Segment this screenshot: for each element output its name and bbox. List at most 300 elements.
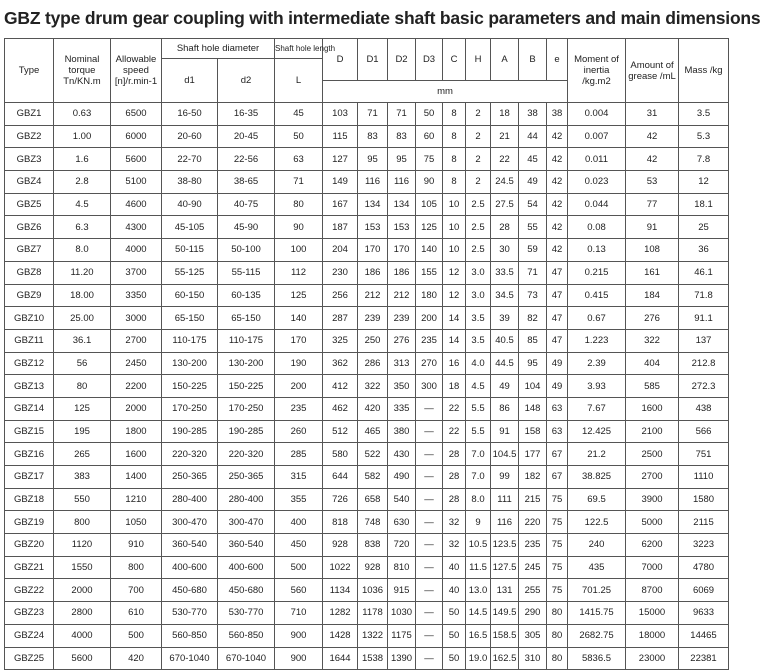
table-cell: 50-115	[162, 239, 218, 262]
table-cell: 24.5	[491, 171, 519, 194]
table-cell: 45-90	[218, 216, 275, 239]
table-cell: 8.0	[466, 488, 491, 511]
table-cell: 550	[54, 488, 111, 511]
table-cell: 1800	[111, 420, 162, 443]
table-cell: 12	[679, 171, 729, 194]
table-cell: 18.1	[679, 193, 729, 216]
table-cell: 0.13	[568, 239, 626, 262]
table-cell: 50-100	[218, 239, 275, 262]
table-cell: 63	[275, 148, 323, 171]
table-cell: 1.00	[54, 125, 111, 148]
table-cell: 50	[443, 624, 466, 647]
table-cell: 149	[323, 171, 358, 194]
table-cell: 12	[443, 284, 466, 307]
table-cell: 2	[466, 125, 491, 148]
table-cell: 21	[491, 125, 519, 148]
table-cell: 2115	[679, 511, 729, 534]
table-cell: 335	[388, 397, 416, 420]
table-cell: 240	[568, 534, 626, 557]
table-cell: 55-115	[218, 261, 275, 284]
table-row	[5, 125, 729, 148]
table-cell: 465	[358, 420, 388, 443]
page-title: GBZ type drum gear coupling with intermediate shaft basic parameters and main dimensions	[4, 8, 760, 28]
table-cell: —	[416, 579, 443, 602]
table-cell: 5.3	[679, 125, 729, 148]
table-cell: GBZ9	[5, 284, 54, 307]
table-cell: 280-400	[162, 488, 218, 511]
table-body	[5, 103, 729, 670]
table-cell: 99	[491, 466, 519, 489]
table-cell: 360-540	[162, 534, 218, 557]
table-cell: 0.215	[568, 261, 626, 284]
table-cell: 28	[443, 466, 466, 489]
table-cell: 44	[519, 125, 547, 148]
table-cell: 5.5	[466, 420, 491, 443]
table-cell: 2000	[111, 397, 162, 420]
table-cell: 2700	[626, 466, 679, 489]
table-cell: GBZ10	[5, 307, 54, 330]
table-cell: 65-150	[218, 307, 275, 330]
table-cell: 404	[626, 352, 679, 375]
table-cell: 7000	[626, 556, 679, 579]
table-cell: 200	[275, 375, 323, 398]
table-cell: 8	[443, 125, 466, 148]
table-cell: 220-320	[218, 443, 275, 466]
table-cell: 36	[679, 239, 729, 262]
table-cell: 1322	[358, 624, 388, 647]
table-cell: 104.5	[491, 443, 519, 466]
table-row	[5, 171, 729, 194]
table-cell: 42	[626, 125, 679, 148]
col-d1: d1	[162, 59, 218, 103]
table-cell: 10.5	[466, 534, 491, 557]
table-cell: 27.5	[491, 193, 519, 216]
table-cell: 1400	[111, 466, 162, 489]
table-cell: 195	[54, 420, 111, 443]
table-cell: 56	[54, 352, 111, 375]
table-row	[5, 397, 729, 420]
table-cell: 235	[275, 397, 323, 420]
col-D1: D1	[358, 39, 388, 81]
col-mass: Mass /kg	[679, 39, 729, 103]
table-cell: 450-680	[162, 579, 218, 602]
table-cell: 11.5	[466, 556, 491, 579]
col-e: e	[547, 39, 568, 81]
table-cell: 285	[275, 443, 323, 466]
table-cell: 130-200	[218, 352, 275, 375]
table-cell: 3700	[111, 261, 162, 284]
table-cell: 42	[626, 148, 679, 171]
col-d2: d2	[218, 59, 275, 103]
table-cell: 80	[275, 193, 323, 216]
table-cell: 115	[323, 125, 358, 148]
table-cell: 55-125	[162, 261, 218, 284]
table-cell: 928	[358, 556, 388, 579]
table-cell: 322	[626, 329, 679, 352]
table-cell: 245	[519, 556, 547, 579]
table-cell: 33.5	[491, 261, 519, 284]
table-cell: 7.67	[568, 397, 626, 420]
table-cell: 287	[323, 307, 358, 330]
table-cell: 3.5	[466, 307, 491, 330]
table-cell: 500	[111, 624, 162, 647]
table-cell: 450-680	[218, 579, 275, 602]
table-cell: 83	[358, 125, 388, 148]
table-cell: 8	[443, 148, 466, 171]
col-D2: D2	[388, 39, 416, 81]
table-cell: 3.5	[466, 329, 491, 352]
table-cell: 1175	[388, 624, 416, 647]
table-cell: 670-1040	[162, 647, 218, 670]
table-cell: 67	[547, 466, 568, 489]
table-cell: 122.5	[568, 511, 626, 534]
table-cell: 75	[547, 534, 568, 557]
table-cell: 28	[443, 488, 466, 511]
table-cell: 322	[358, 375, 388, 398]
table-cell: 127.5	[491, 556, 519, 579]
table-cell: GBZ21	[5, 556, 54, 579]
table-cell: 39	[491, 307, 519, 330]
table-cell: GBZ2	[5, 125, 54, 148]
table-cell: 44.5	[491, 352, 519, 375]
table-cell: 220-320	[162, 443, 218, 466]
table-cell: 5.5	[466, 397, 491, 420]
table-cell: 80	[547, 647, 568, 670]
table-cell: 2500	[626, 443, 679, 466]
table-cell: GBZ25	[5, 647, 54, 670]
table-cell: 19.0	[466, 647, 491, 670]
table-cell: 1644	[323, 647, 358, 670]
table-cell: 105	[416, 193, 443, 216]
table-cell: 3000	[111, 307, 162, 330]
table-cell: 230	[323, 261, 358, 284]
table-cell: 36.1	[54, 329, 111, 352]
table-cell: 250-365	[218, 466, 275, 489]
table-cell: 2	[466, 148, 491, 171]
table-cell: 86	[491, 397, 519, 420]
table-cell: 148	[519, 397, 547, 420]
table-cell: 127	[323, 148, 358, 171]
table-cell: GBZ11	[5, 329, 54, 352]
table-cell: —	[416, 602, 443, 625]
table-cell: 110-175	[218, 329, 275, 352]
table-cell: 71	[275, 171, 323, 194]
table-cell: 22	[443, 420, 466, 443]
table-cell: GBZ13	[5, 375, 54, 398]
table-cell: 85	[519, 329, 547, 352]
table-row	[5, 352, 729, 375]
table-cell: 71	[358, 103, 388, 126]
table-cell: —	[416, 420, 443, 443]
table-cell: 42	[547, 193, 568, 216]
table-cell: 462	[323, 397, 358, 420]
table-cell: 412	[323, 375, 358, 398]
table-cell: 40	[443, 556, 466, 579]
parameters-table	[4, 38, 729, 670]
table-cell: 32	[443, 511, 466, 534]
table-cell: 7.8	[679, 148, 729, 171]
table-cell: 644	[323, 466, 358, 489]
table-cell: 90	[275, 216, 323, 239]
col-speed: Allowable speed [n]/r.min-1	[111, 39, 162, 103]
table-cell: 4000	[111, 239, 162, 262]
table-cell: 910	[111, 534, 162, 557]
table-cell: 1428	[323, 624, 358, 647]
table-cell: 1036	[358, 579, 388, 602]
table-cell: 530-770	[218, 602, 275, 625]
table-cell: 170	[275, 329, 323, 352]
table-cell: 190-285	[162, 420, 218, 443]
table-cell: 25	[679, 216, 729, 239]
table-cell: 49	[491, 375, 519, 398]
table-cell: 187	[323, 216, 358, 239]
table-cell: 14	[443, 329, 466, 352]
table-cell: 2.8	[54, 171, 111, 194]
table-cell: 75	[547, 579, 568, 602]
table-cell: 630	[388, 511, 416, 534]
table-cell: 658	[358, 488, 388, 511]
table-cell: 2.5	[466, 216, 491, 239]
table-cell: 71	[388, 103, 416, 126]
table-row	[5, 193, 729, 216]
table-cell: GBZ8	[5, 261, 54, 284]
table-cell: 7.0	[466, 466, 491, 489]
table-cell: GBZ20	[5, 534, 54, 557]
table-cell: 137	[679, 329, 729, 352]
table-cell: 75	[547, 556, 568, 579]
table-row	[5, 375, 729, 398]
table-cell: 3900	[626, 488, 679, 511]
table-cell: GBZ24	[5, 624, 54, 647]
table-cell: 2450	[111, 352, 162, 375]
table-cell: 42	[547, 171, 568, 194]
table-cell: 158.5	[491, 624, 519, 647]
table-cell: 1120	[54, 534, 111, 557]
table-cell: 6000	[111, 125, 162, 148]
table-cell: 150-225	[162, 375, 218, 398]
table-cell: 60-135	[218, 284, 275, 307]
table-cell: 63	[547, 420, 568, 443]
col-shaft-diameter: Shaft hole diameter	[162, 39, 275, 59]
table-row	[5, 329, 729, 352]
table-cell: 18	[491, 103, 519, 126]
table-cell: 512	[323, 420, 358, 443]
table-cell: 131	[491, 579, 519, 602]
table-cell: 22-70	[162, 148, 218, 171]
table-cell: 40-75	[218, 193, 275, 216]
col-torque: Nominal torque Tn/KN.m	[54, 39, 111, 103]
table-cell: GBZ19	[5, 511, 54, 534]
table-cell: 0.67	[568, 307, 626, 330]
table-cell: 8.0	[54, 239, 111, 262]
table-cell: 4.5	[466, 375, 491, 398]
table-cell: 23000	[626, 647, 679, 670]
table-cell: 420	[111, 647, 162, 670]
table-cell: 47	[547, 329, 568, 352]
table-cell: 0.011	[568, 148, 626, 171]
table-cell: 300-470	[162, 511, 218, 534]
table-cell: 140	[275, 307, 323, 330]
table-row	[5, 556, 729, 579]
table-cell: 3.93	[568, 375, 626, 398]
table-cell: 325	[323, 329, 358, 352]
table-cell: 116	[388, 171, 416, 194]
table-cell: 14.5	[466, 602, 491, 625]
table-cell: 149.5	[491, 602, 519, 625]
table-cell: 170-250	[162, 397, 218, 420]
table-cell: 16-35	[218, 103, 275, 126]
table-cell: 18	[443, 375, 466, 398]
table-cell: 60	[416, 125, 443, 148]
table-cell: 900	[275, 647, 323, 670]
table-cell: —	[416, 443, 443, 466]
table-cell: 530-770	[162, 602, 218, 625]
table-cell: 190	[275, 352, 323, 375]
table-cell: 10	[443, 193, 466, 216]
col-type: Type	[5, 39, 54, 103]
table-cell: 4600	[111, 193, 162, 216]
table-cell: 50	[416, 103, 443, 126]
table-cell: 701.25	[568, 579, 626, 602]
table-cell: 49	[519, 171, 547, 194]
table-cell: 3.5	[679, 103, 729, 126]
table-cell: 313	[388, 352, 416, 375]
table-cell: 111	[491, 488, 519, 511]
table-cell: 30	[491, 239, 519, 262]
unit-mm: mm	[323, 81, 568, 103]
table-cell: 42	[547, 148, 568, 171]
table-cell: 80	[54, 375, 111, 398]
table-cell: 0.023	[568, 171, 626, 194]
table-cell: 838	[358, 534, 388, 557]
table-cell: 125	[54, 397, 111, 420]
table-cell: 80	[547, 624, 568, 647]
table-cell: 585	[626, 375, 679, 398]
table-row	[5, 216, 729, 239]
table-cell: 0.08	[568, 216, 626, 239]
table-cell: 383	[54, 466, 111, 489]
table-cell: 0.004	[568, 103, 626, 126]
table-cell: 180	[416, 284, 443, 307]
col-D: D	[323, 39, 358, 81]
table-cell: 1538	[358, 647, 388, 670]
table-cell: 108	[626, 239, 679, 262]
table-cell: 7.0	[466, 443, 491, 466]
table-row	[5, 284, 729, 307]
table-cell: 751	[679, 443, 729, 466]
table-cell: 53	[626, 171, 679, 194]
table-cell: 31	[626, 103, 679, 126]
table-cell: 400-600	[218, 556, 275, 579]
table-cell: 355	[275, 488, 323, 511]
table-cell: 810	[388, 556, 416, 579]
table-cell: 239	[358, 307, 388, 330]
table-cell: 134	[358, 193, 388, 216]
table-cell: 256	[323, 284, 358, 307]
table-cell: 2800	[54, 602, 111, 625]
table-cell: GBZ16	[5, 443, 54, 466]
table-cell: 75	[547, 511, 568, 534]
table-row	[5, 488, 729, 511]
table-cell: 212.8	[679, 352, 729, 375]
table-cell: 40.5	[491, 329, 519, 352]
table-cell: 2700	[111, 329, 162, 352]
table-cell: 50	[443, 602, 466, 625]
table-cell: 1022	[323, 556, 358, 579]
table-cell: 22381	[679, 647, 729, 670]
table-cell: 5000	[626, 511, 679, 534]
table-cell: 380	[388, 420, 416, 443]
table-cell: 300-470	[218, 511, 275, 534]
table-cell: 560-850	[162, 624, 218, 647]
table-cell: 21.2	[568, 443, 626, 466]
table-cell: 1.223	[568, 329, 626, 352]
table-cell: 22-56	[218, 148, 275, 171]
table-cell: 400	[275, 511, 323, 534]
table-cell: 928	[323, 534, 358, 557]
table-cell: 45	[519, 148, 547, 171]
table-cell: 42	[547, 125, 568, 148]
table-cell: 95	[358, 148, 388, 171]
table-cell: 1030	[388, 602, 416, 625]
table-cell: 1.6	[54, 148, 111, 171]
table-cell: 47	[547, 307, 568, 330]
table-cell: 670-1040	[218, 647, 275, 670]
table-cell: 46.1	[679, 261, 729, 284]
table-cell: GBZ15	[5, 420, 54, 443]
table-cell: 55	[519, 216, 547, 239]
table-cell: GBZ12	[5, 352, 54, 375]
table-cell: 310	[519, 647, 547, 670]
table-cell: 8	[443, 171, 466, 194]
table-cell: 560	[275, 579, 323, 602]
table-cell: 5600	[54, 647, 111, 670]
table-cell: 16	[443, 352, 466, 375]
table-cell: 215	[519, 488, 547, 511]
table-cell: GBZ22	[5, 579, 54, 602]
table-cell: 77	[626, 193, 679, 216]
table-cell: 153	[358, 216, 388, 239]
table-cell: 450	[275, 534, 323, 557]
table-cell: —	[416, 466, 443, 489]
table-cell: 63	[547, 397, 568, 420]
table-cell: 54	[519, 193, 547, 216]
table-cell: 10	[443, 239, 466, 262]
table-cell: 276	[388, 329, 416, 352]
table-cell: 161	[626, 261, 679, 284]
table-cell: 1210	[111, 488, 162, 511]
table-header	[5, 39, 729, 103]
table-cell: 720	[388, 534, 416, 557]
table-cell: 170-250	[218, 397, 275, 420]
table-cell: 2000	[54, 579, 111, 602]
table-cell: GBZ14	[5, 397, 54, 420]
table-cell: 45-105	[162, 216, 218, 239]
table-cell: 25.00	[54, 307, 111, 330]
table-cell: 566	[679, 420, 729, 443]
table-cell: 16-50	[162, 103, 218, 126]
table-cell: 8	[443, 103, 466, 126]
table-cell: 104	[519, 375, 547, 398]
table-cell: 1050	[111, 511, 162, 534]
table-row	[5, 239, 729, 262]
table-cell: 1282	[323, 602, 358, 625]
table-row	[5, 420, 729, 443]
table-cell: 162.5	[491, 647, 519, 670]
table-cell: 305	[519, 624, 547, 647]
table-cell: 500	[275, 556, 323, 579]
table-cell: 2200	[111, 375, 162, 398]
